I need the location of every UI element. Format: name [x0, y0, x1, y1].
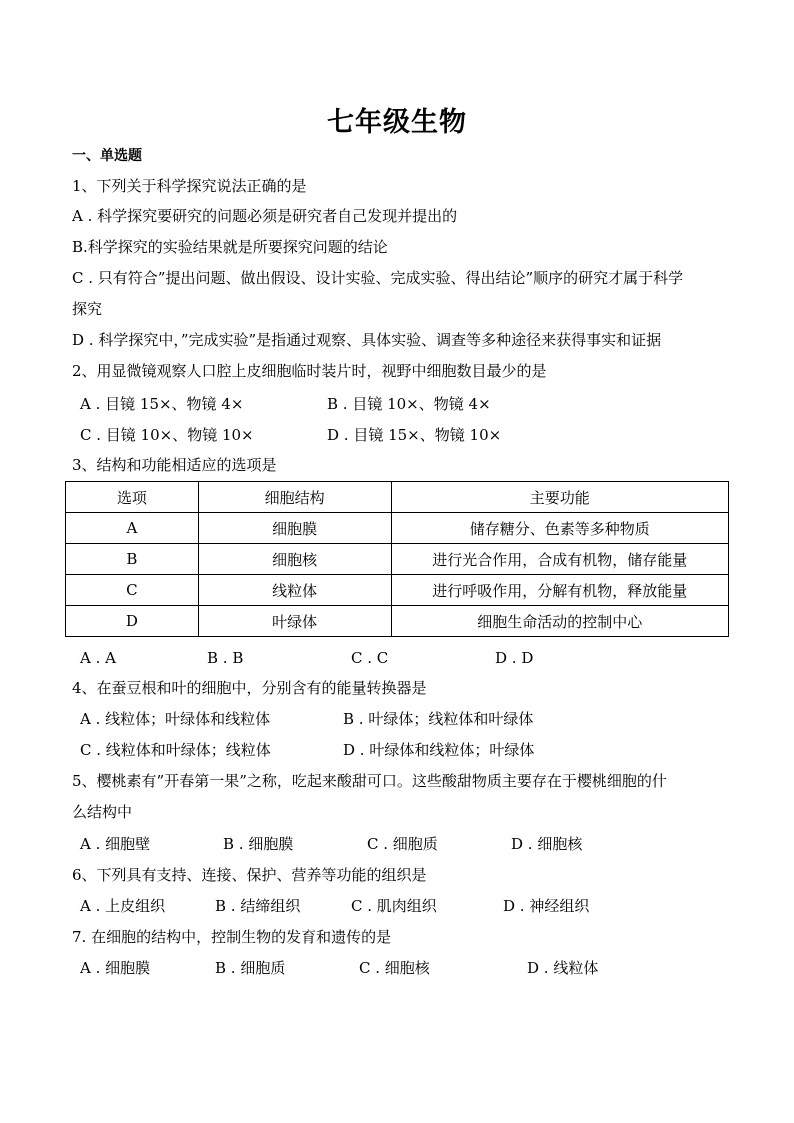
question-3-option-b: B . B [207, 649, 244, 667]
question-1-option-c-continued: 探究 [72, 300, 103, 318]
table-cell: B [66, 544, 199, 575]
table-cell: 细胞生命活动的控制中心 [391, 606, 729, 637]
table-row [66, 606, 729, 637]
question-2-option-d: D . 目镜 15×、物镜 10× [327, 426, 502, 444]
question-4-option-c: C . 线粒体和叶绿体；线粒体 [80, 741, 271, 759]
question-7-option-a: A . 细胞膜 [80, 959, 151, 977]
table-row [66, 575, 729, 606]
question-5-option-d: D . 细胞核 [511, 835, 583, 853]
table-cell: 叶绿体 [198, 606, 391, 637]
question-1-option-d: D . 科学探究中，”完成实验”是指通过观察、具体实验、调查等多种途径来获得事实和证据 [72, 331, 662, 349]
question-4-option-a: A . 线粒体；叶绿体和线粒体 [80, 710, 271, 728]
question-1-option-b: B.科学探究的实验结果就是所要探究问题的结论 [72, 238, 388, 256]
question-6-option-c: C . 肌肉组织 [351, 897, 437, 915]
question-4-stem: 4、在蚕豆根和叶的细胞中，分别含有的能量转换器是 [72, 679, 427, 697]
table-header-cell: 细胞结构 [198, 482, 391, 513]
question-7-option-b: B . 细胞质 [215, 959, 286, 977]
question-3-option-a: A . A [80, 649, 116, 667]
table-row [66, 513, 729, 544]
question-6-option-d: D . 神经组织 [503, 897, 590, 915]
table-row [66, 544, 729, 575]
table-cell: 储存糖分、色素等多种物质 [391, 513, 729, 544]
question-1-stem: 1、下列关于科学探究说法正确的是 [72, 177, 307, 195]
question-5-option-a: A . 细胞壁 [80, 835, 151, 853]
question-4-option-d: D . 叶绿体和线粒体；叶绿体 [343, 741, 535, 759]
question-5-stem: 5、樱桃素有”开春第一果”之称，吃起来酸甜可口。这些酸甜物质主要存在于樱桃细胞的什 [72, 772, 667, 790]
question-6-option-a: A . 上皮组织 [80, 897, 166, 915]
question-5-option-c: C . 细胞质 [367, 835, 438, 853]
table-cell: 进行呼吸作用，分解有机物，释放能量 [391, 575, 729, 606]
question-1-option-a: A . 科学探究要研究的问题必须是研究者自己发现并提出的 [72, 207, 458, 225]
question-2-option-c: C . 目镜 10×、物镜 10× [80, 426, 254, 444]
question-7-option-c: C . 细胞核 [359, 959, 430, 977]
table-cell: 细胞膜 [198, 513, 391, 544]
question-4-option-b: B . 叶绿体；线粒体和叶绿体 [343, 710, 534, 728]
question-7-option-d: D . 线粒体 [527, 959, 599, 977]
table-cell: C [66, 575, 199, 606]
question-7-stem: 7. 在细胞的结构中，控制生物的发育和遗传的是 [72, 928, 392, 946]
question-5-stem-continued: 么结构中 [72, 803, 133, 821]
question-2-option-b: B . 目镜 10×、物镜 4× [327, 395, 491, 413]
question-2-stem: 2、用显微镜观察人口腔上皮细胞临时装片时，视野中细胞数目最少的是 [72, 362, 547, 380]
table-cell: D [66, 606, 199, 637]
question-6-option-b: B . 结缔组织 [215, 897, 301, 915]
table-header-row [66, 482, 729, 513]
document-title: 七年级生物 [327, 107, 467, 138]
question-2-option-a: A . 目镜 15×、物镜 4× [80, 395, 244, 413]
question-1-option-c: C . 只有符合”提出问题、做出假设、设计实验、完成实验、得出结论”顺序的研究才属于科学 [72, 269, 684, 287]
question-3-stem: 3、结构和功能相适应的选项是 [72, 456, 277, 474]
table-cell: 线粒体 [198, 575, 391, 606]
section-heading: 一、单选题 [72, 148, 142, 164]
table-cell: A [66, 513, 199, 544]
table-cell: 进行光合作用，合成有机物，储存能量 [391, 544, 729, 575]
question-3-option-c: C . C [351, 649, 389, 667]
question-3-option-d: D . D [495, 649, 534, 667]
table-header-cell: 选项 [66, 482, 199, 513]
question-5-option-b: B . 细胞膜 [223, 835, 294, 853]
table-cell: 细胞核 [198, 544, 391, 575]
question-6-stem: 6、下列具有支持、连接、保护、营养等功能的组织是 [72, 866, 427, 884]
table-header-cell: 主要功能 [391, 482, 729, 513]
question-3-table [65, 481, 729, 637]
